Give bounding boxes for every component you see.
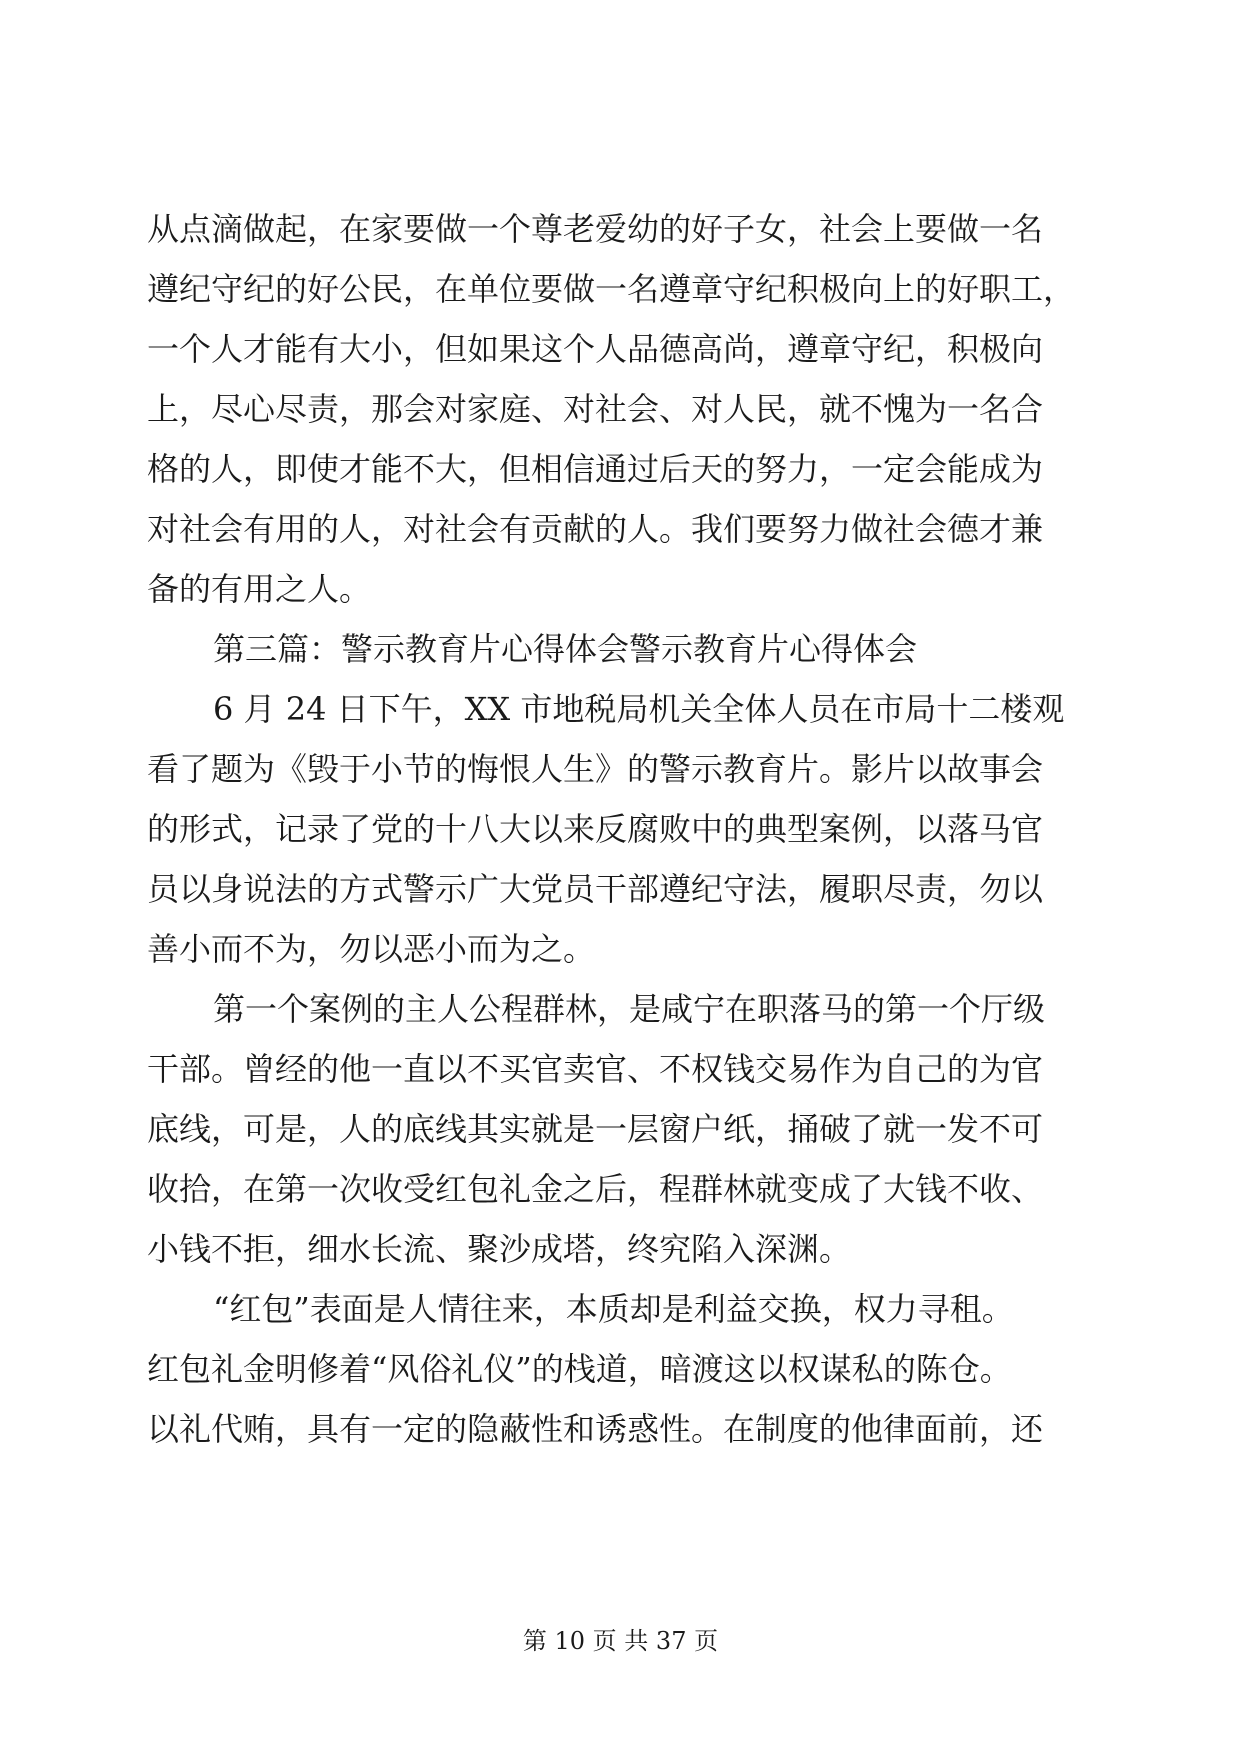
paragraph-line: 善小而不为，勿以恶小而为之。 <box>147 930 596 968</box>
paragraph-line: 上，尽心尽责，那会对家庭、对社会、对人民，就不愧为一名合 <box>147 390 1044 428</box>
paragraph-line: 遵纪守纪的好公民，在单位要做一名遵章守纪积极向上的好职工， <box>147 270 1076 308</box>
paragraph-line: 小钱不拒，细水长流、聚沙成塔，终究陷入深渊。 <box>147 1230 852 1268</box>
paragraph-line: 以礼代贿，具有一定的隐蔽性和诱惑性。在制度的他律面前，还 <box>147 1410 1044 1448</box>
paragraph-line: 红包礼金明修着“风俗礼仪”的栈道，暗渡这以权谋私的陈仓。 <box>147 1350 1012 1388</box>
section-heading: 第三篇：警示教育片心得体会警示教育片心得体会 <box>213 630 918 668</box>
paragraph-line: 6 月 24 日下午，XX 市地税局机关全体人员在市局十二楼观 <box>213 690 1065 728</box>
paragraph-line: 从点滴做起，在家要做一个尊老爱幼的好子女，社会上要做一名 <box>147 210 1044 248</box>
page-number: 第 10 页 共 37 页 <box>522 1627 719 1655</box>
paragraph-line: 底线，可是，人的底线其实就是一层窗户纸，捅破了就一发不可 <box>147 1110 1044 1148</box>
paragraph-line: 收拾，在第一次收受红包礼金之后，程群林就变成了大钱不收、 <box>147 1170 1044 1208</box>
paragraph-line: 看了题为《毁于小节的悔恨人生》的警示教育片。影片以故事会 <box>147 750 1044 788</box>
paragraph-line: 对社会有用的人，对社会有贡献的人。我们要努力做社会德才兼 <box>147 510 1044 548</box>
paragraph-line: 的形式，记录了党的十八大以来反腐败中的典型案例，以落马官 <box>147 810 1044 848</box>
paragraph-line: “红包”表面是人情往来，本质却是利益交换，权力寻租。 <box>213 1290 1014 1328</box>
paragraph-line: 第一个案例的主人公程群林，是咸宁在职落马的第一个厅级 <box>213 990 1046 1028</box>
paragraph-line: 格的人，即使才能不大，但相信通过后天的努力，一定会能成为 <box>147 450 1044 488</box>
paragraph-line: 员以身说法的方式警示广大党员干部遵纪守法，履职尽责，勿以 <box>147 870 1044 908</box>
paragraph-line: 一个人才能有大小，但如果这个人品德高尚，遵章守纪，积极向 <box>147 330 1044 368</box>
paragraph-line: 干部。曾经的他一直以不买官卖官、不权钱交易作为自己的为官 <box>147 1050 1044 1088</box>
paragraph-line: 备的有用之人。 <box>147 570 372 608</box>
